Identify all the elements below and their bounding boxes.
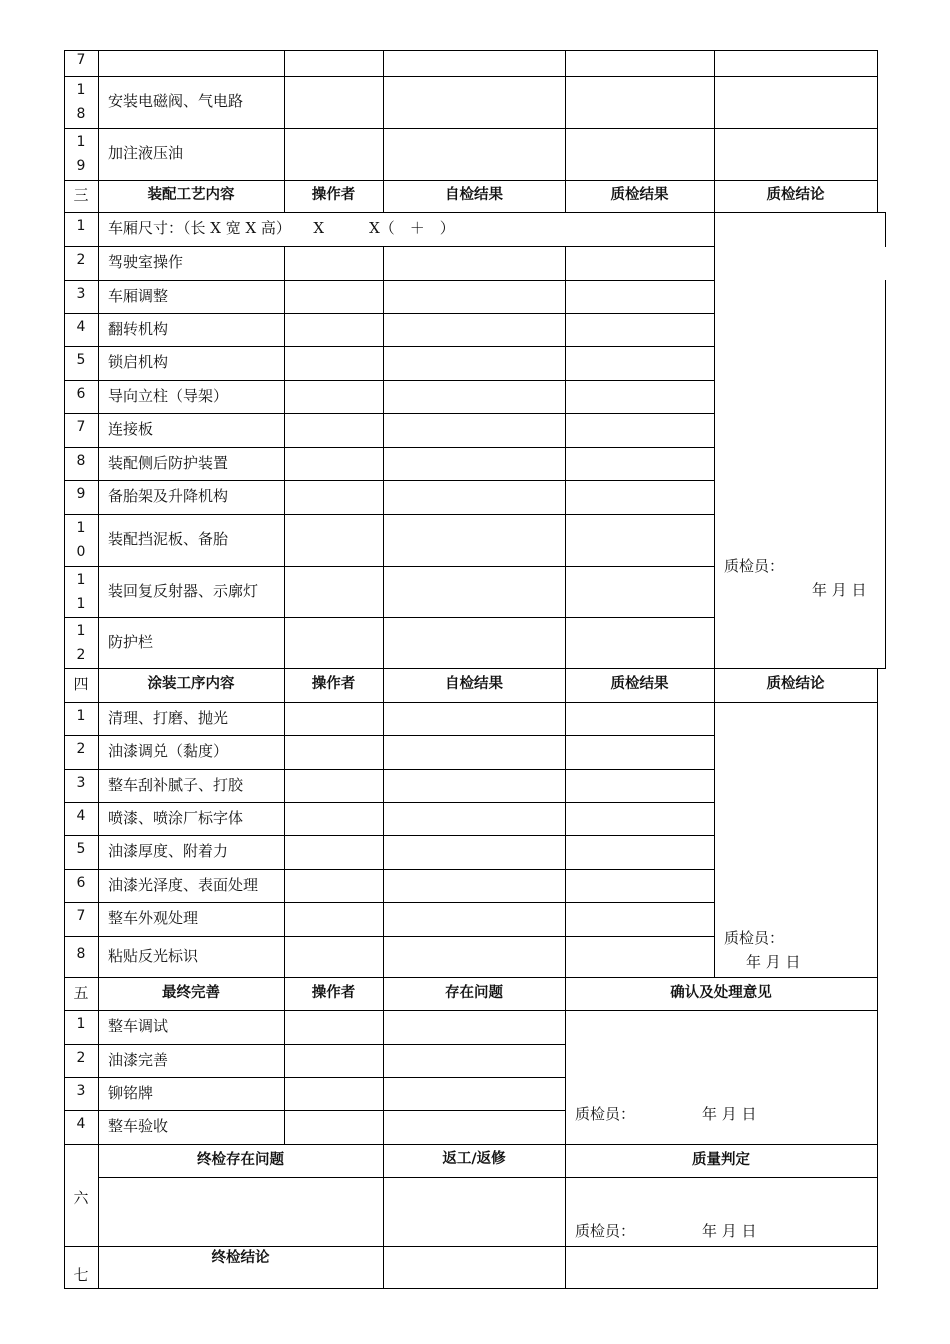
item-label: 整车外观处理 bbox=[108, 909, 199, 927]
v-rule bbox=[885, 280, 886, 669]
header-issues: 终检存在问题 bbox=[197, 1152, 284, 1168]
v-rule bbox=[714, 212, 715, 669]
item-label: 装配侧后防护装置 bbox=[108, 453, 229, 472]
row-number: 6 bbox=[76, 385, 86, 402]
row-number: 2 bbox=[76, 252, 86, 268]
h-rule bbox=[64, 1077, 566, 1078]
section-index: 六 bbox=[73, 1189, 89, 1207]
h-rule bbox=[64, 313, 715, 314]
v-rule bbox=[877, 702, 878, 978]
row-number: 9 bbox=[76, 158, 86, 174]
sign-date: 年 月 日 bbox=[702, 1222, 757, 1240]
h-rule bbox=[64, 1288, 878, 1289]
h-rule bbox=[714, 212, 886, 213]
row-number: 1 bbox=[76, 1016, 86, 1032]
item-label: 翻转机构 bbox=[108, 319, 169, 338]
v-rule bbox=[877, 668, 878, 703]
h-rule bbox=[64, 735, 715, 736]
v-rule bbox=[877, 50, 878, 181]
header-qc_conclusion: 质检结论 bbox=[766, 676, 825, 692]
header-content: 最终完善 bbox=[162, 984, 220, 1001]
h-rule bbox=[64, 1010, 878, 1011]
item-label: 油漆调兑（黏度） bbox=[108, 742, 229, 760]
v-rule bbox=[877, 180, 878, 213]
v-rule bbox=[284, 246, 285, 669]
section-index: 四 bbox=[73, 675, 89, 693]
v-rule bbox=[877, 1144, 878, 1289]
row-number: 4 bbox=[76, 807, 86, 824]
row-number: 3 bbox=[76, 285, 86, 302]
v-rule bbox=[383, 702, 384, 978]
v-rule bbox=[714, 702, 715, 978]
row-number: 1 bbox=[76, 82, 86, 98]
h-rule bbox=[64, 50, 878, 51]
h-rule bbox=[64, 936, 715, 937]
h-rule bbox=[64, 1246, 878, 1247]
section-index: 五 bbox=[73, 983, 89, 1002]
row-number: 2 bbox=[76, 1049, 86, 1066]
row-number: 1 bbox=[76, 520, 86, 536]
header-issues: 存在问题 bbox=[445, 984, 503, 1001]
h-rule bbox=[64, 869, 715, 870]
item-label: 整车调试 bbox=[108, 1017, 169, 1035]
header-confirm: 确认及处理意见 bbox=[670, 984, 772, 1001]
item-label: 车厢调整 bbox=[108, 286, 169, 305]
v-rule bbox=[565, 1010, 566, 1145]
v-rule bbox=[98, 702, 99, 978]
h-rule bbox=[64, 514, 715, 515]
row-number: 2 bbox=[76, 646, 86, 663]
h-rule bbox=[64, 380, 715, 381]
row-number: 3 bbox=[76, 774, 86, 791]
header-qc_result: 质检结果 bbox=[610, 676, 669, 692]
h-rule bbox=[64, 413, 715, 414]
header-quality: 质量判定 bbox=[692, 1152, 750, 1168]
item-label: 装配挡泥板、备胎 bbox=[108, 530, 229, 548]
v-rule bbox=[565, 246, 566, 669]
header-rework: 返工/返修 bbox=[442, 1151, 506, 1167]
h-rule bbox=[64, 668, 886, 669]
row-number: 8 bbox=[76, 945, 86, 962]
h-rule bbox=[64, 346, 715, 347]
v-rule bbox=[98, 50, 99, 181]
item-label: 安装电磁阀、气电路 bbox=[108, 92, 244, 110]
item-label: 驾驶室操作 bbox=[108, 253, 184, 271]
item-label: 油漆光泽度、表面处理 bbox=[108, 875, 259, 894]
v-rule bbox=[284, 702, 285, 978]
item-label: 喷漆、喷涂厂标字体 bbox=[108, 808, 244, 827]
item-label: 备胎架及升降机构 bbox=[108, 487, 229, 505]
v-rule bbox=[284, 1010, 285, 1145]
item-label: 加注液压油 bbox=[108, 144, 184, 162]
item-label: 铆铭牌 bbox=[108, 1083, 154, 1102]
h-rule bbox=[64, 902, 715, 903]
h-rule bbox=[98, 1177, 878, 1178]
row-number: 1 bbox=[76, 571, 86, 588]
item-label: 整车验收 bbox=[108, 1117, 169, 1135]
header-self_check: 自检结果 bbox=[445, 187, 503, 203]
header-self_check: 自检结果 bbox=[445, 676, 503, 692]
row-number: 8 bbox=[76, 452, 86, 469]
h-rule bbox=[64, 246, 715, 247]
v-rule bbox=[877, 1010, 878, 1145]
v-rule bbox=[383, 1010, 384, 1145]
item-label: 车厢尺寸：（长 X 宽 X 高） X X（ ＋ ） bbox=[108, 219, 455, 237]
h-rule bbox=[64, 480, 715, 481]
sign-date: 年 月 日 bbox=[746, 953, 801, 971]
inspector-label: 质检员： bbox=[575, 1105, 636, 1123]
h-rule bbox=[64, 835, 715, 836]
row-number: 1 bbox=[76, 595, 86, 612]
row-number: 5 bbox=[76, 352, 86, 368]
h-rule bbox=[64, 702, 878, 703]
item-label: 导向立柱（导架） bbox=[108, 386, 229, 405]
v-rule bbox=[284, 50, 285, 181]
row-number: 7 bbox=[76, 419, 86, 435]
h-rule bbox=[64, 128, 878, 129]
row-number: 5 bbox=[76, 841, 86, 857]
v-rule bbox=[565, 702, 566, 978]
h-rule bbox=[64, 977, 878, 978]
row-number: 1 bbox=[76, 707, 86, 724]
section-index: 七 bbox=[73, 1266, 89, 1284]
v-rule bbox=[383, 50, 384, 181]
v-rule bbox=[98, 212, 99, 669]
row-number: 1 bbox=[76, 622, 86, 639]
h-rule bbox=[64, 1110, 566, 1111]
item-label: 装回复反射器、示廓灯 bbox=[108, 581, 259, 600]
sign-date: 年 月 日 bbox=[812, 581, 867, 599]
row-number: 6 bbox=[76, 874, 86, 891]
header-content: 装配工艺内容 bbox=[147, 187, 235, 203]
header-conclusion: 终检结论 bbox=[211, 1250, 270, 1266]
h-rule bbox=[64, 769, 715, 770]
h-rule bbox=[64, 76, 878, 77]
item-label: 油漆完善 bbox=[108, 1050, 169, 1069]
inspector-label: 质检员： bbox=[724, 929, 785, 947]
header-operator: 操作者 bbox=[311, 187, 356, 203]
h-rule bbox=[64, 280, 715, 281]
row-number: 3 bbox=[76, 1082, 86, 1099]
h-rule bbox=[64, 1144, 878, 1145]
row-number: 9 bbox=[76, 486, 86, 502]
v-rule bbox=[383, 246, 384, 669]
v-rule bbox=[565, 50, 566, 181]
row-number: 7 bbox=[76, 908, 86, 924]
sign-date: 年 月 日 bbox=[702, 1105, 757, 1123]
row-number: 1 bbox=[76, 134, 86, 150]
h-rule bbox=[64, 617, 715, 618]
v-rule bbox=[885, 212, 886, 247]
item-label: 油漆厚度、附着力 bbox=[108, 842, 229, 860]
h-rule bbox=[64, 1044, 566, 1045]
item-label: 粘贴反光标识 bbox=[108, 946, 199, 965]
row-number: 0 bbox=[76, 544, 86, 560]
v-rule bbox=[714, 50, 715, 181]
header-qc_result: 质检结果 bbox=[610, 187, 669, 203]
item-label: 连接板 bbox=[108, 420, 154, 438]
v-rule bbox=[877, 977, 878, 1011]
header-operator: 操作者 bbox=[311, 676, 356, 692]
inspector-label: 质检员： bbox=[724, 557, 785, 575]
h-rule bbox=[64, 447, 715, 448]
row-number: 4 bbox=[76, 1116, 86, 1132]
item-label: 防护栏 bbox=[108, 632, 154, 651]
inspector-label: 质检员： bbox=[575, 1222, 636, 1240]
row-number: 8 bbox=[76, 106, 86, 122]
h-rule bbox=[64, 802, 715, 803]
header-qc_conclusion: 质检结论 bbox=[766, 187, 825, 203]
header-operator: 操作者 bbox=[311, 984, 356, 1001]
item-label: 锁启机构 bbox=[108, 353, 169, 371]
item-label: 整车刮补腻子、打胶 bbox=[108, 775, 244, 794]
row-number: 4 bbox=[76, 318, 86, 335]
item-label: 清理、打磨、抛光 bbox=[108, 708, 229, 727]
row-number: 7 bbox=[76, 52, 86, 68]
h-rule bbox=[64, 180, 878, 181]
row-number: 2 bbox=[76, 741, 86, 757]
h-rule bbox=[64, 566, 715, 567]
v-rule bbox=[98, 1010, 99, 1145]
row-number: 1 bbox=[76, 218, 86, 234]
header-content: 涂装工序内容 bbox=[147, 676, 235, 692]
section-index: 三 bbox=[73, 186, 89, 204]
